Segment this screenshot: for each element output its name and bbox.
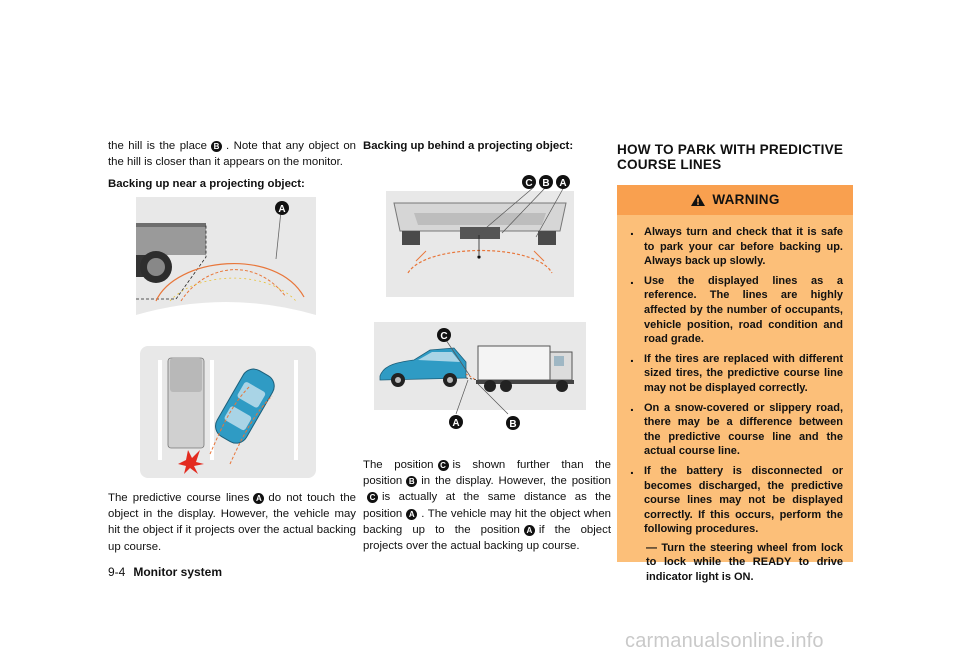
column-1-caption: [108, 490, 356, 555]
warning-item: . If the tires are replaced with different sized tires, the predictive course line may not be displayed correctly.: [627, 352, 843, 396]
watermark: carmanualsonline.info: [625, 630, 824, 652]
marker-a: A: [253, 493, 264, 504]
page-footer: [108, 565, 222, 579]
column-3: [617, 138, 853, 584]
position-explanation: The position C is shown further than the position B in the display. However, the positionC is actually at the same distance as the position A . The vehicle may hit the object when backing up to the position A if the object projects over the actual backing up course.: [363, 459, 611, 553]
footer-section: Monitor system: [133, 565, 223, 579]
warning-item: . If the battery is disconnected or becomes discharged, the predictive course lines may not be displayed correctly. If this occurs, perform the following procedures. — Turn the steering wheel from lock to lock while the READY to drive indicator light is ON.: [627, 464, 843, 585]
warning-label: WARNING: [712, 191, 780, 207]
warning-subitem: — Turn the steering wheel from lock to lock while the READY to drive indicator light is ON.: [646, 541, 843, 584]
marker-a-side-label: A: [452, 418, 460, 429]
warning-header: [617, 185, 853, 215]
warning-item: . Always turn and check that it is safe to park your car before backing up. Always back up slowly.: [627, 225, 843, 269]
column-2-text: [363, 457, 611, 554]
figure-monitor-near: [136, 197, 316, 330]
marker-b-side-label: B: [509, 419, 517, 430]
warning-triangle-icon: [690, 193, 706, 207]
warning-item: . On a snow-covered or slippery road, there may be a difference between the predictive course line and the actual course line.: [627, 401, 843, 459]
warning-box: [617, 185, 853, 584]
column-2: [363, 138, 611, 154]
marker-c-side-label: C: [440, 331, 448, 342]
heading-behind-projecting: Backing up behind a projecting object:: [363, 140, 574, 152]
warning-item: . Use the displayed lines as a reference. The lines are highly affected by the number of occupants, vehicle position, road condition and road grade.: [627, 274, 843, 347]
section-title: HOW TO PARK WITH PREDICTIVE COURSE LINES: [617, 142, 844, 172]
marker-b: B: [211, 141, 222, 152]
figure-sideview-behind: [374, 322, 586, 444]
caption-near-projecting: The predictive course lines A do not touch the object in the display. However, the vehicle may hit the object if it projects over the actual backing up course.: [108, 492, 356, 553]
marker-a-label: A: [559, 178, 567, 189]
heading-near-projecting: Backing up near a projecting object:: [108, 178, 305, 191]
warning-list: [617, 215, 853, 585]
marker-a-label: A: [278, 204, 286, 215]
marker-b-label: B: [542, 178, 550, 189]
figure-monitor-behind: [386, 173, 574, 297]
column-1: [108, 138, 356, 193]
intro-paragraph: the hill is the place B . Note that any object on the hill is closer than it appears on the monitor.: [108, 140, 357, 169]
figure-topview-near: [140, 346, 316, 478]
page-number: 9-4: [108, 565, 126, 579]
marker-c-label: C: [525, 178, 533, 189]
